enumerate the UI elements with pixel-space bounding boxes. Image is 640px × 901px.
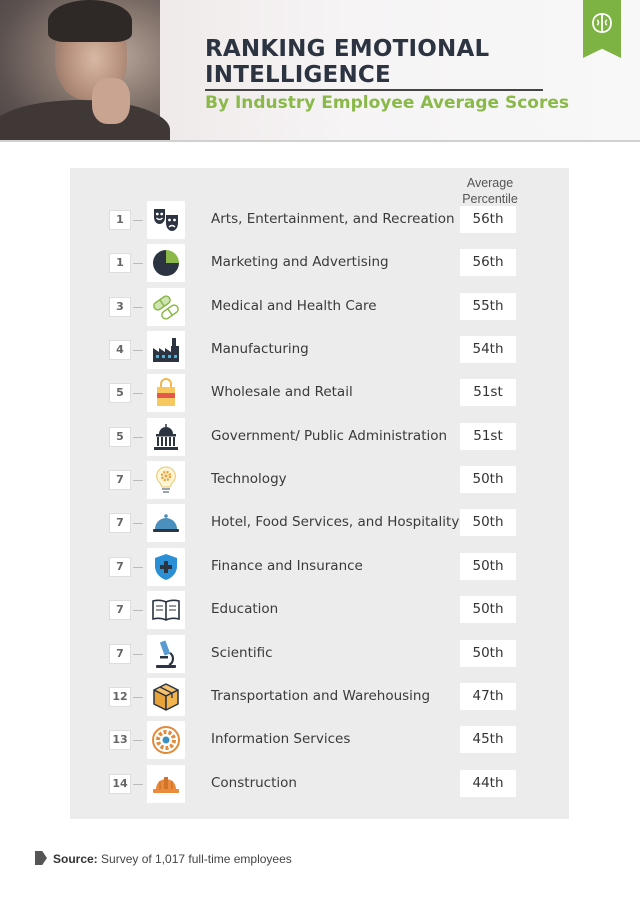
- rank-connector: [133, 437, 143, 438]
- rank-connector: [133, 263, 143, 264]
- rank-connector: [133, 480, 143, 481]
- rank-badge: 7: [109, 600, 131, 620]
- source-tag-icon: [35, 851, 47, 865]
- industry-label: Information Services: [211, 731, 351, 748]
- header-banner: [0, 0, 640, 142]
- percentile-value: 44th: [460, 770, 516, 797]
- percentile-value: 50th: [460, 509, 516, 536]
- percentile-value: 50th: [460, 640, 516, 667]
- rank-connector: [133, 697, 143, 698]
- thinking-man-photo: [0, 0, 160, 142]
- rank-connector: [133, 740, 143, 741]
- source-note: Source: Survey of 1,017 full-time employees: [35, 851, 292, 866]
- percentile-value: 50th: [460, 466, 516, 493]
- rank-badge: 7: [109, 557, 131, 577]
- table-row: [0, 199, 640, 242]
- percentile-value: 50th: [460, 596, 516, 623]
- rank-connector: [133, 220, 143, 221]
- lightbulb-gear-icon: [147, 461, 185, 499]
- package-box-icon: [147, 678, 185, 716]
- industry-label: Medical and Health Care: [211, 297, 377, 314]
- industry-label: Transportation and Warehousing: [211, 687, 431, 704]
- open-book-icon: [147, 591, 185, 629]
- rank-connector: [133, 654, 143, 655]
- factory-icon: [147, 331, 185, 369]
- page-subtitle: By Industry Employee Average Scores: [205, 93, 570, 113]
- percentile-value: 56th: [460, 206, 516, 233]
- rank-connector: [133, 610, 143, 611]
- shield-plus-icon: [147, 548, 185, 586]
- percentile-value: 51st: [460, 423, 516, 450]
- rank-badge: 7: [109, 644, 131, 664]
- rank-badge: 7: [109, 513, 131, 533]
- rank-connector: [133, 350, 143, 351]
- percentile-value: 47th: [460, 683, 516, 710]
- table-row: [0, 763, 640, 806]
- industry-label: Education: [211, 601, 279, 618]
- industry-label: Government/ Public Administration: [211, 427, 448, 444]
- gear-circle-icon: [147, 721, 185, 759]
- percentile-value: 56th: [460, 249, 516, 276]
- cloche-icon: [147, 504, 185, 542]
- header-divider: [0, 140, 640, 142]
- table-row: [0, 416, 640, 459]
- rank-badge: 4: [109, 340, 131, 360]
- rank-badge: 14: [109, 774, 131, 794]
- page-title: RANKING EMOTIONAL INTELLIGENCE: [205, 36, 490, 88]
- percentile-value: 45th: [460, 726, 516, 753]
- table-row: [0, 372, 640, 415]
- rank-badge: 5: [109, 427, 131, 447]
- capitol-icon: [147, 418, 185, 456]
- column-header-average-percentile: Average Percentile: [462, 176, 518, 206]
- industry-label: Technology: [211, 471, 287, 488]
- table-row: [0, 242, 640, 285]
- rank-badge: 1: [109, 210, 131, 230]
- industry-label: Scientific: [211, 644, 273, 661]
- industry-label: Marketing and Advertising: [211, 254, 389, 271]
- industry-label: Finance and Insurance: [211, 557, 363, 574]
- rank-badge: 1: [109, 253, 131, 273]
- table-row: [0, 676, 640, 719]
- table-row: [0, 546, 640, 589]
- rank-connector: [133, 307, 143, 308]
- shopping-bag-icon: [147, 374, 185, 412]
- table-row: [0, 633, 640, 676]
- table-row: [0, 329, 640, 372]
- percentile-value: 54th: [460, 336, 516, 363]
- rank-connector: [133, 523, 143, 524]
- industry-label: Wholesale and Retail: [211, 384, 353, 401]
- rank-connector: [133, 784, 143, 785]
- brand-logo-icon: [591, 12, 613, 34]
- rank-badge: 13: [109, 730, 131, 750]
- microscope-icon: [147, 635, 185, 673]
- theater-masks-icon: [147, 201, 185, 239]
- industry-label: Arts, Entertainment, and Recreation: [211, 211, 455, 227]
- rank-badge: 12: [109, 687, 131, 707]
- pie-chart-icon: [147, 244, 185, 282]
- rank-badge: 3: [109, 297, 131, 317]
- percentile-value: 51st: [460, 379, 516, 406]
- pills-icon: [147, 288, 185, 326]
- percentile-value: 55th: [460, 293, 516, 320]
- table-row: [0, 459, 640, 502]
- table-row: [0, 502, 640, 545]
- percentile-value: 50th: [460, 553, 516, 580]
- rank-connector: [133, 567, 143, 568]
- table-row: [0, 286, 640, 329]
- industry-label: Manufacturing: [211, 341, 309, 358]
- table-row: [0, 589, 640, 632]
- title-divider: [205, 89, 543, 91]
- industry-label: Hotel, Food Services, and Hospitality: [211, 514, 460, 531]
- industry-label: Construction: [211, 774, 297, 791]
- rank-badge: 5: [109, 383, 131, 403]
- hard-hat-icon: [147, 765, 185, 803]
- rank-badge: 7: [109, 470, 131, 490]
- table-row: [0, 719, 640, 762]
- rank-connector: [133, 393, 143, 394]
